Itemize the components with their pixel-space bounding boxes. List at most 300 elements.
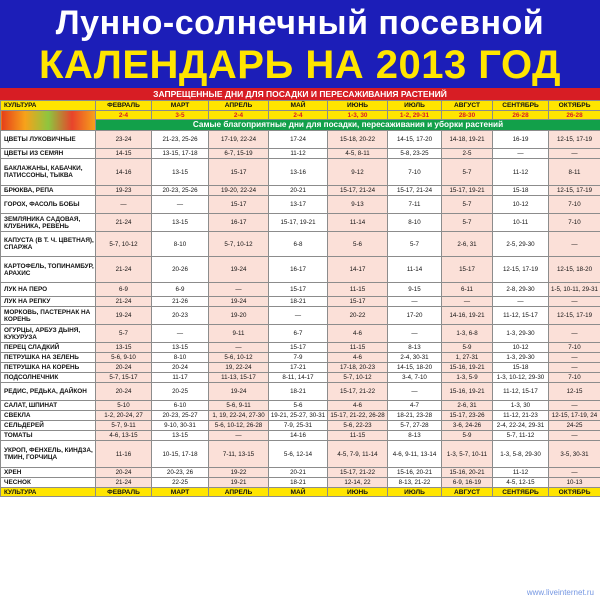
crop-name: ПЕРЕЦ СЛАДКИЙ [1, 343, 96, 353]
table-row [1, 232, 600, 257]
table-cell: 15-17 [442, 257, 493, 283]
table-cell: 8-13 [388, 343, 442, 353]
crop-name: КАРТОФЕЛЬ, ТОПИНАМБУР, АРАХИС [1, 257, 96, 283]
table-cell: 13-16 [269, 159, 328, 186]
table-row [1, 468, 600, 478]
table-cell: 15-17, 21-22 [328, 468, 388, 478]
table-cell: 5-7, 15-17 [96, 373, 152, 383]
table-cell: 21-24 [96, 214, 152, 232]
footer-row [1, 488, 600, 497]
table-cell: — [269, 307, 328, 325]
crop-name: СВЕКЛА [1, 411, 96, 421]
table-cell: 20-24 [152, 363, 209, 373]
title-line-1: Лунно-солнечный посевной [55, 4, 545, 42]
table-cell: 3-4, 7-10 [388, 373, 442, 383]
table-cell: 7-10 [549, 196, 600, 214]
table-cell: 20-21 [269, 186, 328, 196]
table-cell: 6-10 [152, 401, 209, 411]
table-cell: 5-7 [388, 232, 442, 257]
table-cell: 8-11, 14-17 [269, 373, 328, 383]
crop-name: ЛУК НА ПЕРО [1, 283, 96, 297]
table-row [1, 343, 600, 353]
table-cell: 5-6, 12-14 [269, 441, 328, 468]
table-cell: — [549, 353, 600, 363]
table-cell: 20-23, 25-27 [152, 411, 209, 421]
forbidden-days-row [1, 111, 600, 120]
table-cell: 20-23 [152, 307, 209, 325]
table-cell: 10-11 [493, 214, 549, 232]
table-cell: 7-9, 25-31 [269, 421, 328, 431]
table-cell: 14-17 [328, 257, 388, 283]
column-header: МАЙ [269, 101, 328, 111]
table-row [1, 186, 600, 196]
table-cell: 11-14 [328, 214, 388, 232]
table-cell: 14-15, 18-20 [388, 363, 442, 373]
footer-column-header: МАЙ [269, 488, 328, 497]
watermark: www.liveinternet.ru [526, 588, 594, 597]
crop-name: КАПУСТА (В Т. Ч. ЦВЕТНАЯ), СПАРЖА [1, 232, 96, 257]
crop-name: ПОДСОЛНЕЧНИК [1, 373, 96, 383]
table-row [1, 353, 600, 363]
table-cell: 15-16, 20-21 [442, 468, 493, 478]
table-cell: 1-3, 5-9 [442, 373, 493, 383]
table-cell: — [96, 196, 152, 214]
table-cell: 21-24 [96, 478, 152, 488]
column-header: СЕНТЯБРЬ [493, 101, 549, 111]
table-cell: 7-10 [388, 159, 442, 186]
table-cell: 13-15 [152, 343, 209, 353]
table-cell: — [152, 196, 209, 214]
table-cell: 11-12, 15-17 [493, 307, 549, 325]
table-cell: 4-6 [328, 353, 388, 363]
table-cell: 12-15, 17-19, 24 [549, 411, 600, 421]
table-cell: 15-17 [269, 283, 328, 297]
crop-name: САЛАТ, ШПИНАТ [1, 401, 96, 411]
table-cell: 7-10 [549, 343, 600, 353]
table-cell: 19-20 [209, 307, 269, 325]
table-cell: 15-17, 21-22, 26-28 [328, 411, 388, 421]
crop-name: ЦВЕТЫ ИЗ СЕМЯН [1, 149, 96, 159]
table-cell: 18-21 [269, 478, 328, 488]
table-cell: 5-6, 22-23 [328, 421, 388, 431]
table-cell: 7-11 [388, 196, 442, 214]
table-row [1, 196, 600, 214]
table-cell: 3-5, 30-31 [549, 441, 600, 468]
crop-name: ПЕТРУШКА НА КОРЕНЬ [1, 363, 96, 373]
table-cell: 24-25 [549, 421, 600, 431]
table-cell: 2-5 [442, 149, 493, 159]
table-cell: 19-24 [209, 383, 269, 401]
footer-column-header: ФЕВРАЛЬ [96, 488, 152, 497]
table-cell: — [549, 325, 600, 343]
table-cell: — [549, 297, 600, 307]
table-cell: 18-21 [269, 383, 328, 401]
table-cell: — [549, 363, 600, 373]
table-cell: 15-17 [328, 297, 388, 307]
crop-name: УКРОП, ФЕНХЕЛЬ, КИНДЗА, ТМИН, ГОРЧИЦА [1, 441, 96, 468]
table-row [1, 478, 600, 488]
table-cell: 2-5, 29-30 [493, 232, 549, 257]
footer-column-header: КУЛЬТУРА [1, 488, 96, 497]
crop-name: МОРКОВЬ, ПАСТЕРНАК НА КОРЕНЬ [1, 307, 96, 325]
calendar-body [1, 101, 600, 497]
table-cell: 2-8, 29-30 [493, 283, 549, 297]
table-cell: 19-24 [209, 257, 269, 283]
table-cell: — [388, 297, 442, 307]
table-cell: 6-7 [269, 325, 328, 343]
table-cell: 15-18, 20-22 [328, 131, 388, 149]
forbidden-day-cell: 2-4 [96, 111, 152, 120]
table-cell: 19-21, 25-27, 30-31 [269, 411, 328, 421]
table-row [1, 149, 600, 159]
table-cell: 17-18, 20-23 [328, 363, 388, 373]
footer-column-header: АПРЕЛЬ [209, 488, 269, 497]
column-header: ИЮНЬ [328, 101, 388, 111]
table-cell: 1-3, 10-12, 29-30 [493, 373, 549, 383]
table-cell: 19-22 [209, 468, 269, 478]
crop-name: ЦВЕТЫ ЛУКОВИЧНЫЕ [1, 131, 96, 149]
table-cell: 2-6, 31 [442, 401, 493, 411]
table-row [1, 325, 600, 343]
table-cell: 5-7, 10-12 [209, 232, 269, 257]
footer-column-header: МАРТ [152, 488, 209, 497]
table-cell: — [209, 343, 269, 353]
table-cell: 7-11, 13-15 [209, 441, 269, 468]
table-cell: 11-15 [328, 431, 388, 441]
column-header: МАРТ [152, 101, 209, 111]
table-cell: 14-15, 17-20 [388, 131, 442, 149]
table-cell: 4-5, 7-9, 11-14 [328, 441, 388, 468]
table-cell: 5-7, 10-12 [328, 373, 388, 383]
table-cell: 10-13 [549, 478, 600, 488]
column-header: АПРЕЛЬ [209, 101, 269, 111]
footer-column-header: ИЮЛЬ [388, 488, 442, 497]
table-cell: 20-23, 26 [152, 468, 209, 478]
table-cell: 19, 22-24 [209, 363, 269, 373]
header-row [1, 101, 600, 111]
table-cell: 15-17, 21-24 [388, 186, 442, 196]
footer-column-header: ОКТЯБРЬ [549, 488, 600, 497]
table-cell: 8-10 [388, 214, 442, 232]
table-cell: 5-10 [96, 401, 152, 411]
table-cell: 5-6, 10-12, 26-28 [209, 421, 269, 431]
table-cell: 17-24 [269, 131, 328, 149]
table-cell: — [388, 383, 442, 401]
column-header: ОКТЯБРЬ [549, 101, 600, 111]
table-cell: — [549, 149, 600, 159]
table-cell: — [549, 468, 600, 478]
table-cell: 14-18, 19-21 [442, 131, 493, 149]
table-cell: 21-23, 25-26 [152, 131, 209, 149]
table-cell: 4-6 [328, 401, 388, 411]
table-cell: 2-6, 31 [442, 232, 493, 257]
table-cell: 7-10 [549, 214, 600, 232]
table-cell: 13-15 [96, 343, 152, 353]
table-cell: 9-12 [328, 159, 388, 186]
table-cell: 9-13 [328, 196, 388, 214]
crop-name: БАКЛАЖАНЫ, КАБАЧКИ, ПАТИССОНЫ, ТЫКВА [1, 159, 96, 186]
table-cell: 8-10 [152, 353, 209, 363]
table-cell: — [209, 283, 269, 297]
table-cell: 12-15, 17-19 [549, 186, 600, 196]
table-cell: 4-5, 8-11 [328, 149, 388, 159]
forbidden-day-cell: 26-28 [493, 111, 549, 120]
table-cell: 5-6, 9-10 [96, 353, 152, 363]
forbidden-days-banner: ЗАПРЕЩЕННЫЕ ДНИ ДЛЯ ПОСАДКИ И ПЕРЕСАЖИВАНИЯ РАСТЕНИЙ [0, 88, 600, 100]
table-cell: 5-7 [96, 325, 152, 343]
crop-name: ЗЕМЛЯНИКА САДОВАЯ, КЛУБНИКА, РЕВЕНЬ [1, 214, 96, 232]
table-cell: 11-15 [328, 283, 388, 297]
table-cell: 13-15 [152, 431, 209, 441]
table-cell: 6-7, 15-19 [209, 149, 269, 159]
crop-name: РЕДИС, РЕДЬКА, ДАЙКОН [1, 383, 96, 401]
table-row [1, 283, 600, 297]
table-cell: 9-10, 30-31 [152, 421, 209, 431]
favorable-days-banner: Самые благоприятные дни для посадки, пересаживания и уборки растений [96, 120, 600, 131]
table-row [1, 214, 600, 232]
table-cell: 14-16 [96, 159, 152, 186]
footer-column-header: ИЮНЬ [328, 488, 388, 497]
table-cell: — [493, 297, 549, 307]
table-cell: 14-15 [96, 149, 152, 159]
table-cell: 7-10 [549, 373, 600, 383]
table-cell: 15-18 [493, 363, 549, 373]
table-cell: 15-17, 23-26 [442, 411, 493, 421]
table-cell: 1-3, 30 [493, 401, 549, 411]
table-cell: 12-14, 22 [328, 478, 388, 488]
table-cell: 12-15, 17-19 [493, 257, 549, 283]
table-cell: 11-17 [152, 373, 209, 383]
table-cell: 10-15, 17-18 [152, 441, 209, 468]
table-cell: 5-7, 11-12 [493, 431, 549, 441]
table-cell: 19-24 [209, 297, 269, 307]
table-cell: 5-7 [442, 214, 493, 232]
table-cell: 21-26 [152, 297, 209, 307]
table-cell: 5-7 [442, 159, 493, 186]
column-header: ИЮЛЬ [388, 101, 442, 111]
table-cell: 8-10 [152, 232, 209, 257]
footer-column-header: СЕНТЯБРЬ [493, 488, 549, 497]
table-cell: 1-5, 10-11, 29-31 [549, 283, 600, 297]
table-cell: 9-15 [388, 283, 442, 297]
table-cell: 20-23, 25-26 [152, 186, 209, 196]
table-cell: — [442, 297, 493, 307]
table-cell: — [209, 431, 269, 441]
table-cell: 19-24 [96, 307, 152, 325]
table-cell: 16-17 [269, 257, 328, 283]
table-cell: 16-17 [209, 214, 269, 232]
table-cell: 17-19, 22-24 [209, 131, 269, 149]
table-cell: 5-6 [328, 232, 388, 257]
table-cell: 11-15 [328, 343, 388, 353]
crop-name: ТОМАТЫ [1, 431, 96, 441]
table-cell: 1-3, 6-8 [442, 325, 493, 343]
table-cell: 17-21 [269, 363, 328, 373]
table-cell: 8-13 [388, 431, 442, 441]
table-cell: 11-12 [269, 149, 328, 159]
table-cell: 5-9 [442, 431, 493, 441]
calendar-table [0, 100, 600, 497]
table-cell: 15-17, 21-22 [328, 383, 388, 401]
crop-name: ПЕТРУШКА НА ЗЕЛЕНЬ [1, 353, 96, 363]
table-cell: 15-17, 19-21 [442, 186, 493, 196]
table-row [1, 383, 600, 401]
table-cell: 6-9 [152, 283, 209, 297]
table-row [1, 131, 600, 149]
table-cell: 1-2, 20-24, 27 [96, 411, 152, 421]
footer-column-header: АВГУСТ [442, 488, 493, 497]
table-cell: 11-16 [96, 441, 152, 468]
forbidden-day-cell: 2-4 [209, 111, 269, 120]
table-row [1, 421, 600, 431]
table-cell: 2-4, 22-24, 29-31 [493, 421, 549, 431]
table-cell: 18-21 [269, 297, 328, 307]
table-cell: — [549, 401, 600, 411]
table-cell: — [493, 149, 549, 159]
table-cell: 4-6 [328, 325, 388, 343]
table-cell: 4-6, 13-15 [96, 431, 152, 441]
table-cell: 20-24 [96, 363, 152, 373]
table-cell: 8-13, 21-22 [388, 478, 442, 488]
table-cell: 12-15, 17-19 [549, 307, 600, 325]
table-cell: 15-18 [493, 186, 549, 196]
forbidden-day-cell: 28-30 [442, 111, 493, 120]
table-cell: 11-12, 21-23 [493, 411, 549, 421]
table-cell: 13-15 [152, 214, 209, 232]
table-cell: 5-8, 23-25 [388, 149, 442, 159]
table-cell: 13-15 [152, 159, 209, 186]
table-cell: 9-11 [209, 325, 269, 343]
table-cell: 14-16 [269, 431, 328, 441]
table-cell: 4-5, 12-15 [493, 478, 549, 488]
table-row [1, 373, 600, 383]
table-row [1, 159, 600, 186]
forbidden-day-cell: 26-28 [549, 111, 600, 120]
table-row [1, 431, 600, 441]
table-cell: 11-12, 15-17 [493, 383, 549, 401]
title-line-2: КАЛЕНДАРЬ НА 2013 ГОД [38, 43, 562, 87]
table-cell: 21-24 [96, 257, 152, 283]
crop-name: ГОРОХ, ФАСОЛЬ БОБЫ [1, 196, 96, 214]
table-cell: 6-9 [96, 283, 152, 297]
table-cell: 19-20, 22-24 [209, 186, 269, 196]
table-cell: 5-9 [442, 343, 493, 353]
table-cell: 10-12 [493, 196, 549, 214]
table-cell: 20-25 [152, 383, 209, 401]
table-cell: 1-3, 5-8, 29-30 [493, 441, 549, 468]
table-cell: 15-16, 19-21 [442, 363, 493, 373]
table-row [1, 297, 600, 307]
title-banner [0, 0, 600, 88]
forbidden-day-cell: 1-3, 30 [328, 111, 388, 120]
table-cell: 6-11 [442, 283, 493, 297]
table-cell: 1-3, 29-30 [493, 325, 549, 343]
table-cell: 15-17 [209, 159, 269, 186]
table-cell: 12-15, 17-19 [549, 131, 600, 149]
table-cell: 11-12 [493, 159, 549, 186]
table-cell: 15-17 [209, 196, 269, 214]
table-cell: — [152, 325, 209, 343]
table-cell: 19-21 [209, 478, 269, 488]
table-cell: 1-3, 29-30 [493, 353, 549, 363]
table-row [1, 363, 600, 373]
table-cell: 11-14 [388, 257, 442, 283]
table-cell: 20-24 [96, 383, 152, 401]
table-cell: 13-17 [269, 196, 328, 214]
table-row [1, 401, 600, 411]
table-cell: 12-15, 18-20 [549, 257, 600, 283]
table-cell: 5-6, 10-12 [209, 353, 269, 363]
table-cell: — [549, 431, 600, 441]
crop-name: ЛУК НА РЕПКУ [1, 297, 96, 307]
table-cell: 5-6 [269, 401, 328, 411]
column-header: КУЛЬТУРА [1, 101, 96, 111]
table-cell: 8-11 [549, 159, 600, 186]
table-cell: 4-7 [388, 401, 442, 411]
column-header: АВГУСТ [442, 101, 493, 111]
table-cell: 13-15, 17-18 [152, 149, 209, 159]
table-row [1, 411, 600, 421]
crop-name: ХРЕН [1, 468, 96, 478]
table-cell: 11-12 [493, 468, 549, 478]
table-cell: 5-7, 27-28 [388, 421, 442, 431]
crop-name: ОГУРЦЫ, АРБУЗ ДЫНЯ, КУКУРУЗА [1, 325, 96, 343]
table-cell: 15-16, 19-21 [442, 383, 493, 401]
table-cell: — [549, 232, 600, 257]
table-cell: 16-19 [493, 131, 549, 149]
table-cell: 19-23 [96, 186, 152, 196]
table-cell: 5-7, 9-11 [96, 421, 152, 431]
table-cell: 11-13, 15-17 [209, 373, 269, 383]
table-cell: 5-7, 10-12 [96, 232, 152, 257]
table-cell: 15-17 [269, 343, 328, 353]
table-cell: 23-24 [96, 131, 152, 149]
vegetables-image [1, 111, 96, 131]
column-header: ФЕВРАЛЬ [96, 101, 152, 111]
table-cell: 1, 27-31 [442, 353, 493, 363]
forbidden-day-cell: 3-5 [152, 111, 209, 120]
table-cell: 1, 19, 22-24, 27-30 [209, 411, 269, 421]
crop-name: СЕЛЬДЕРЕЙ [1, 421, 96, 431]
table-cell: 5-7 [442, 196, 493, 214]
table-cell: 20-22 [328, 307, 388, 325]
table-cell: 6-9, 16-19 [442, 478, 493, 488]
table-cell: 15-17, 21-24 [328, 186, 388, 196]
table-cell: 18-21, 23-28 [388, 411, 442, 421]
table-cell: 21-24 [96, 297, 152, 307]
table-cell: 20-26 [152, 257, 209, 283]
table-row [1, 441, 600, 468]
table-cell: — [388, 325, 442, 343]
table-cell: 1-3, 5-7, 10-11 [442, 441, 493, 468]
table-cell: 2-4, 30-31 [388, 353, 442, 363]
table-cell: 10-12 [493, 343, 549, 353]
table-row [1, 257, 600, 283]
crop-name: ЧЕСНОК [1, 478, 96, 488]
table-cell: 20-24 [96, 468, 152, 478]
table-cell: 14-16, 19-21 [442, 307, 493, 325]
forbidden-day-cell: 1-2, 29-31 [388, 111, 442, 120]
table-cell: 22-25 [152, 478, 209, 488]
table-row [1, 307, 600, 325]
table-cell: 15-17, 19-21 [269, 214, 328, 232]
forbidden-day-cell: 2-4 [269, 111, 328, 120]
table-cell: 3-6, 24-26 [442, 421, 493, 431]
table-cell: 17-20 [388, 307, 442, 325]
table-cell: 7-9 [269, 353, 328, 363]
table-cell: 6-8 [269, 232, 328, 257]
table-cell: 15-16, 20-21 [388, 468, 442, 478]
